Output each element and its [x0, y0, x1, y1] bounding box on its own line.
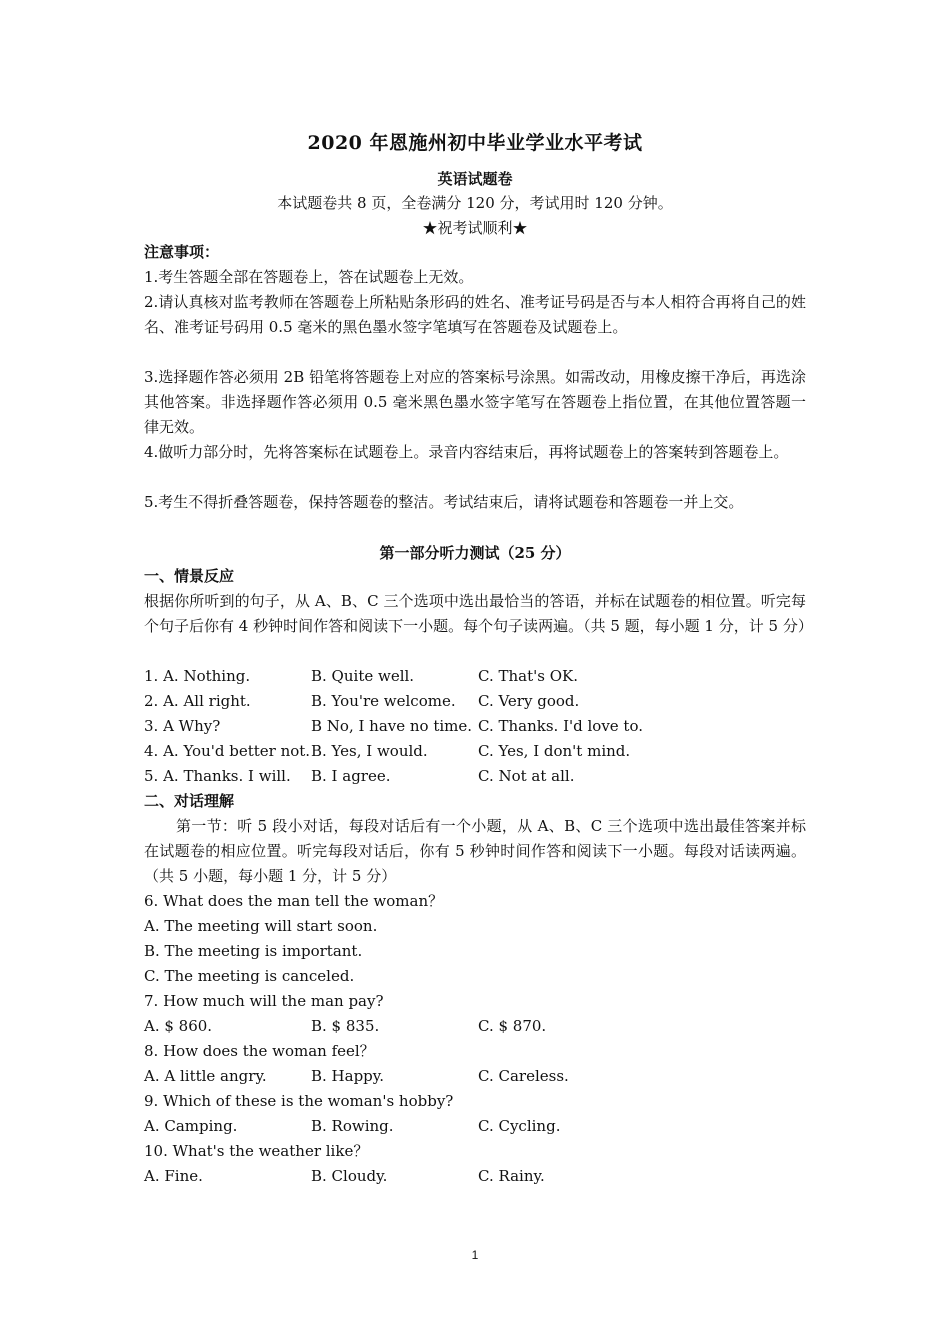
notice-item: 5.考生不得折叠答题卷，保持答题卷的整洁。考试结束后，请将试题卷和答题卷一并上交。 — [144, 493, 744, 511]
exam-info: 本试题卷共 8 页，全卷满分 120 分，考试用时 120 分钟。 — [277, 194, 673, 212]
notice-item: 2.请认真核对监考教师在答题卷上所粘贴条形码的姓名、准考证号码是否与本人相符合再将自己的姓名、准考证号码用 0.5 毫米的黑色墨水签字笔填写在答题卷及试题卷上。 — [144, 293, 806, 336]
exam-subtitle: 英语试题卷 — [437, 170, 513, 188]
exam-title: 2020 年恩施州初中毕业学业水平考试 — [307, 132, 643, 154]
option-b: B. Yes, I would. — [311, 742, 428, 760]
option-c: C. Thanks. I'd love to. — [478, 717, 643, 735]
option-a: 3. A Why? — [144, 717, 221, 735]
option-a: A. A little angry. — [144, 1067, 267, 1085]
option-b: B. Rowing. — [311, 1117, 394, 1135]
option-a: A. The meeting will start soon. — [144, 917, 378, 935]
question-stem: 7. How much will the man pay? — [144, 992, 384, 1010]
question-stem: 6. What does the man tell the woman？ — [144, 892, 444, 910]
option-a: A. $ 860. — [144, 1017, 213, 1035]
option-b: B No, I have no time. — [311, 717, 473, 735]
option-c: C. That's OK. — [478, 667, 578, 685]
option-a: 2. A. All right. — [144, 692, 251, 710]
blessing: ★祝考试顺利★ — [422, 219, 528, 237]
option-c: C. Not at all. — [478, 767, 575, 785]
option-c: C. Yes, I don't mind. — [478, 742, 631, 760]
option-a: 5. A. Thanks. I will. — [144, 767, 291, 785]
section1-instructions: 根据你所听到的句子，从 A、B、C 三个选项中选出最恰当的答语，并标在试题卷的相位置。听完每个句子后你有 4 秒钟时间作答和阅读下一小题。每个句子读两遍。（共 5 题，每小题 1 分，计 5 分） — [144, 592, 813, 635]
option-c: C. Careless. — [478, 1067, 569, 1085]
option-b: B. $ 835. — [311, 1017, 380, 1035]
section2-heading: 二、对话理解 — [144, 792, 235, 810]
part1-heading: 第一部分听力测试（25 分） — [379, 544, 571, 562]
notice-item: 4.做听力部分时，先将答案标在试题卷上。录音内容结束后，再将试题卷上的答案转到答题卷上。 — [144, 443, 789, 461]
option-a: 4. A. You'd better not. — [144, 742, 311, 760]
notice-heading: 注意事项： — [144, 243, 220, 261]
option-a: A. Camping. — [144, 1117, 238, 1135]
option-c: C. Very good. — [478, 692, 580, 710]
question-stem: 10. What's the weather like？ — [144, 1142, 369, 1160]
question-stem: 9. Which of these is the woman's hobby? — [144, 1092, 454, 1110]
option-a: A. Fine. — [144, 1167, 203, 1185]
option-b: B. Cloudy. — [311, 1167, 388, 1185]
option-b: B. Happy. — [311, 1067, 385, 1085]
option-a: 1. A. Nothing. — [144, 667, 251, 685]
page-number: 1 — [471, 1248, 479, 1262]
option-b: B. I agree. — [311, 767, 391, 785]
notice-item: 3.选择题作答必须用 2B 铅笔将答题卷上对应的答案标号涂黑。如需改动，用橡皮擦干净后，再选涂其他答案。非选择题作答必须用 0.5 毫米黑色墨水签字笔写在答题卷上指位置，在其他位置答题一律无效。 — [144, 368, 806, 436]
section1-heading: 一、情景反应 — [144, 567, 235, 585]
option-b: B. The meeting is important. — [144, 942, 363, 960]
option-c: C. Cycling. — [478, 1117, 561, 1135]
option-c: C. The meeting is canceled. — [144, 967, 355, 985]
notice-item: 1.考生答题全部在答题卷上，答在试题卷上无效。 — [144, 268, 474, 286]
section2-instructions: 第一节：听 5 段小对话，每段对话后有一个小题，从 A、B、C 三个选项中选出最佳答案并标在试题卷的相应位置。听完每段对话后，你有 5 秒钟时间作答和阅读下一小题。每段对话读两遍。（共 5 小题，每小题 1 分，计 5 分） — [144, 817, 806, 885]
option-b: B. You're welcome. — [311, 692, 456, 710]
option-b: B. Quite well. — [311, 667, 415, 685]
option-c: C. Rainy. — [478, 1167, 545, 1185]
option-c: C. $ 870. — [478, 1017, 547, 1035]
question-stem: 8. How does the woman feel？ — [144, 1042, 375, 1060]
